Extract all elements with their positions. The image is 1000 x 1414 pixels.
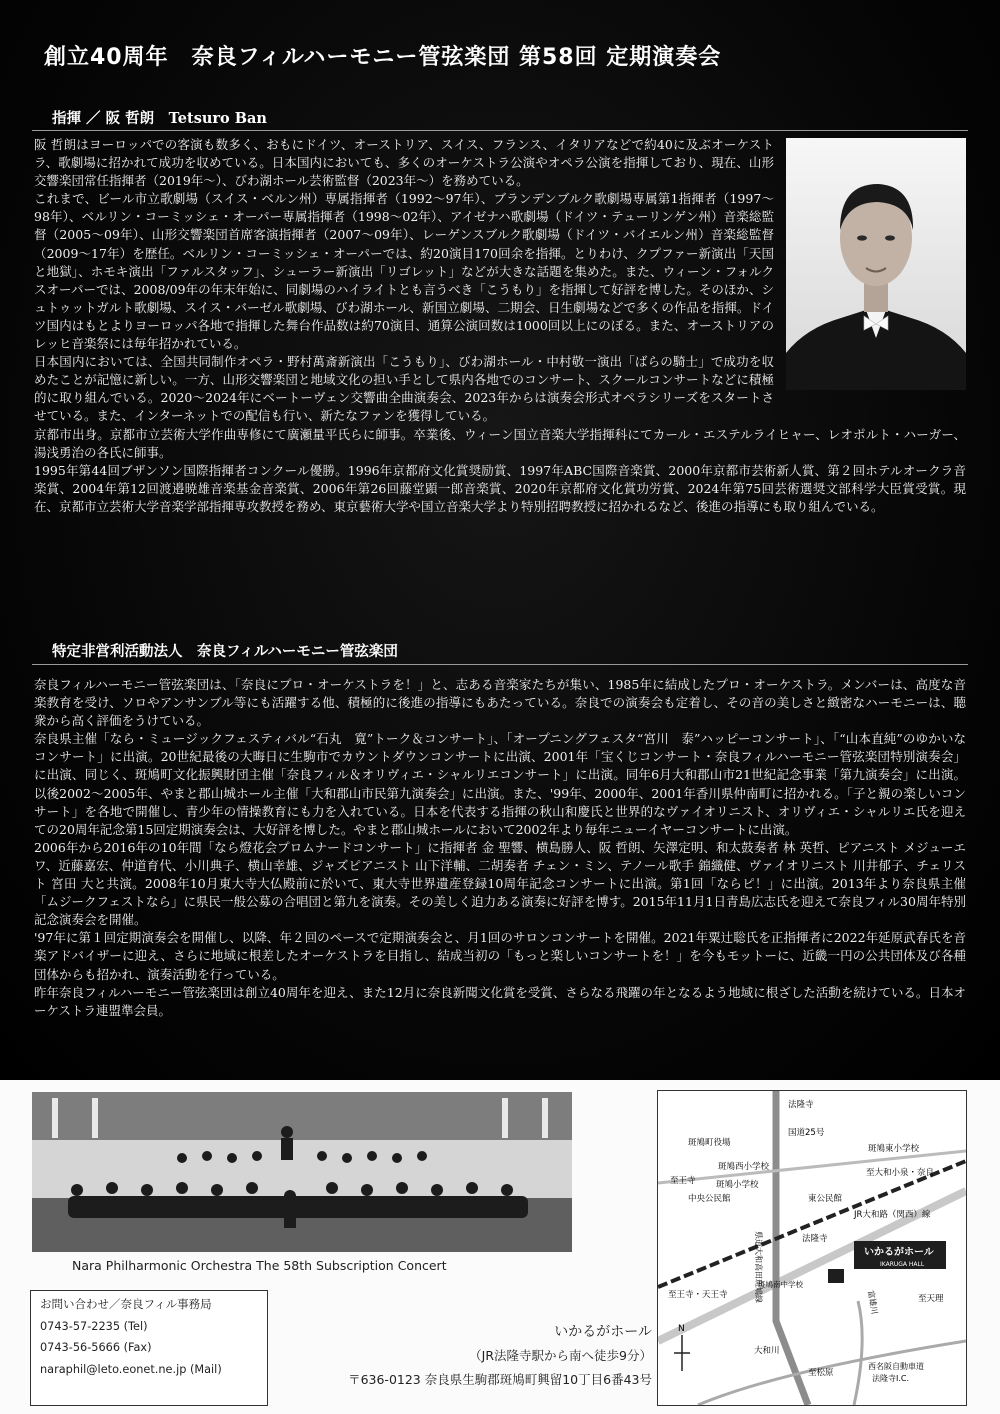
divider bbox=[32, 664, 968, 665]
map-label: 斑鳩西小学校 bbox=[718, 1162, 770, 1172]
map-label: 東公民館 bbox=[808, 1194, 843, 1204]
orchestra-paragraph: 奈良フィルハーモニー管弦楽団は、「奈良にプロ・オーケストラを！」と、志ある音楽家たちが集い、1985年に結成したプロ・オーケストラ。メンバーは、高度な音楽教育を受け、ソロやアンサンブル等にも活躍する他、積極的に後進の指導にもあたっている。奈良での演奏会も定着し、その音の美しさと緻密なハーモニーは、聴衆から高く評価をうけている。 bbox=[34, 677, 966, 729]
venue-name: いかるがホール bbox=[554, 1324, 652, 1340]
svg-text:N: N bbox=[678, 1324, 685, 1334]
bio-paragraph: 日本国内においては、全国共同制作オペラ・野村萬斎新演出「こうもり」、びわ湖ホール・中村敬一演出「ばらの騎士」で成功を収めたことが記憶に新しい。一方、山形交響楽団と地域文化の担い手として県内各地でのコンサート、スクールコンサートなどに積極的に取り組んでいる。2020～2024年にベートーヴェン交響曲全曲演奏会、2023年からは演奏会形式オペラシリーズをスタートさせている。また、インターネットでの配信も行い、新たなファンを獲得している。 bbox=[34, 354, 774, 424]
contact-fax: 0743-56-5666 (Fax) bbox=[40, 1341, 152, 1354]
orchestra-photo bbox=[32, 1092, 572, 1252]
map-label: 法隆寺I.C. bbox=[872, 1374, 910, 1383]
map-label: 県道大和高田斑鳩線 bbox=[754, 1231, 763, 1303]
access-map bbox=[657, 1090, 967, 1406]
map-label: 至天理 bbox=[918, 1294, 944, 1304]
map-label: 至王寺 bbox=[670, 1176, 696, 1186]
orchestra-paragraph: 2006年から2016年の10年間「なら燈花会プロムナードコンサート」に指揮者 金 聖響、横島勝人、阪 哲朗、矢澤定明、和太鼓奏者 林 英哲、ピアニスト メジューエワ、近藤嘉宏、仲道育代、小川典子、横山幸雄、ジャズピアニスト 山下洋輔、二胡奏者 チェン・ミン、テノール歌手 錦織健、ヴァイオリニスト 川井郁子、チェリスト 宮田 大と共演。2008年10月東大寺大仏殿前に於いて、東大寺世界遺産登録10周年記念コンサートに出演。第1回「ならピ！」に出演。2013年より奈良県主催「ムジークフェストなら」に県民一般公募の合唱団と第九を演奏。その美しく迫力ある演奏に好評を博す。2015年11月1日青島広志氏を迎えて奈良フィル30周年特別記念演奏会を開催。 bbox=[34, 839, 966, 928]
map-label: 国道25号 bbox=[788, 1128, 825, 1138]
venue-address: 〒636-0123 奈良県生駒郡斑鳩町興留10丁目6番43号 bbox=[348, 1372, 652, 1387]
conductor-photo bbox=[786, 138, 966, 390]
map-label: 法隆寺 bbox=[788, 1100, 814, 1110]
map-label: 至大和小泉・奈良 bbox=[866, 1168, 935, 1178]
orchestra-heading: 特定非営利活動法人 奈良フィルハーモニー管弦楽団 bbox=[52, 643, 398, 660]
road bbox=[776, 1091, 808, 1405]
contact-box bbox=[30, 1290, 268, 1406]
orchestra-paragraph: '97年に第１回定期演奏会を開催し、以降、年２回のペースで定期演奏会と、月1回のサロンコンサートを開催。2021年粟辻聡氏を正指揮者に2022年延原武春氏を音楽アドバイザーに迎え、さらに地域に根差したオーケストラを目指し、結成当初の「もっと楽しいコンサートを！」を今もモットーに、近畿一円の公共団体及び各種団体からも招かれ、演奏活動を行っている。 bbox=[34, 930, 966, 982]
hall-marker bbox=[828, 1269, 844, 1283]
map-label: 西名阪自動車道 bbox=[868, 1362, 924, 1371]
orchestra-profile bbox=[34, 676, 966, 1020]
map-label: JR大和路（関西）線 bbox=[854, 1210, 931, 1220]
map-label: 富雄川 bbox=[866, 1289, 880, 1315]
map-label: 中央公民館 bbox=[688, 1194, 731, 1204]
conductor-heading: 指揮 ／ 阪 哲朗 Tetsuro Ban bbox=[52, 110, 267, 127]
bio-paragraph: 阪 哲朗はヨーロッパでの客演も数多く、おもにドイツ、オーストリア、スイス、フランス、イタリアなどで約40に及ぶオーケストラ、歌劇場に招かれて成功を収めている。日本国内においても、多くのオーケストラ公演やオペラ公演を指揮しており、現在、山形交響楽団常任指揮者（2019年～）、びわ湖ホール芸術監督（2023年～）を務めている。 bbox=[34, 137, 774, 189]
orchestra-paragraph: 奈良県主催「なら・ミュージックフェスティバル“石丸 寛”トーク＆コンサート」、「オープニングフェスタ“宮川 泰”ハッピーコンサート」、「“山本直純”のゆかいなコンサート」に出演。20世紀最後の大晦日に生駒市でカウントダウンコンサートに出演、2001年「宝くじコンサート・奈良フィルハーモニー管弦楽団特別演奏会」に出演、同じく、斑鳩町文化振興財団主催「奈良フィル＆オリヴィエ・シャルリエコンサート」に出演。同年6月大和郡山市21世紀記念事業「第九演奏会」に出演。以後2002～2005年、やまと郡山城ホール主催「大和郡山市民第九演奏会」に出演。また、'99年、2000年、2001年香川県仲南町に招かれる。「子と親の楽しいコンサート」を各地で開催し、青少年の情操教育にも力を入れている。日本を代表する指揮の秋山和慶氏と世界的なヴァイオリニスト、オリヴィエ・シャルリエ氏を迎えての20周年記念第15回定期演奏会は、大好評を博した。やまと郡山城ホールにおいて2002年より毎年ニューイヤーコンサートに出演。 bbox=[34, 731, 966, 837]
map-label: 斑鳩南中学校 bbox=[758, 1280, 803, 1289]
map-label: 斑鳩町役場 bbox=[688, 1138, 731, 1148]
map-label: 大和川 bbox=[754, 1346, 780, 1356]
contact-title: お問い合わせ／奈良フィル事務局 bbox=[40, 1297, 212, 1311]
concert-title: 創立40周年 奈良フィルハーモニー管弦楽団 第58回 定期演奏会 bbox=[44, 45, 722, 70]
orchestra-paragraph: 昨年奈良フィルハーモニー管弦楽団は創立40周年を迎え、また12月に奈良新聞文化賞を受賞、さらなる飛躍の年となるよう地域に根ざした活動を続けている。日本オーケストラ連盟準会員。 bbox=[34, 984, 966, 1018]
map-label: いかるがホール bbox=[864, 1247, 934, 1258]
bio-paragraph: 1995年第44回ブザンソン国際指揮者コンクール優勝。1996年京都府文化賞奨励賞、1997年ABC国際音楽賞、2000年京都市芸術新人賞、第２回ホテルオークラ音楽賞、2004年第12回渡邉暁雄音楽基金音楽賞、2006年第26回藤堂顕一郎音楽賞、2020年京都府文化賞功労賞、2024年第75回芸術選奨文部科学大臣賞受賞。現在、京都市立芸術大学音楽学部指揮専攻教授を務め、東京藝術大学や国立音楽大学より特別招聘教授に招かれるなど、後進の指導にも取り組んでいる。 bbox=[34, 462, 966, 514]
river bbox=[854, 1301, 862, 1405]
contact-mail: naraphil@leto.eonet.ne.jp (Mail) bbox=[40, 1362, 222, 1376]
map-label: 至松原 bbox=[808, 1368, 834, 1378]
photo-caption: Nara Philharmonic Orchestra The 58th Subscription Concert bbox=[72, 1258, 447, 1273]
contact-tel: 0743-57-2235 (Tel) bbox=[40, 1319, 148, 1333]
map-label: IKARUGA HALL bbox=[880, 1261, 925, 1268]
map-label: 法隆寺 bbox=[802, 1234, 828, 1244]
venue-access: （JR法隆寺駅から南へ徒歩9分） bbox=[469, 1348, 652, 1363]
conductor-bio bbox=[34, 136, 966, 516]
map-label: 至王寺・天王寺 bbox=[668, 1290, 728, 1300]
map-label: 斑鳩東小学校 bbox=[868, 1144, 920, 1154]
footer-panel bbox=[0, 1080, 1000, 1414]
bio-paragraph: これまで、ビール市立歌劇場（スイス・ベルン州）専属指揮者（1992～97年）、ブランデンブルク歌劇場専属第1指揮者（1997～98年）、ベルリン・コーミッシェ・オーパー専属指揮者（1998～02年）、アイゼナハ歌劇場（ドイツ・テューリンゲン州）音楽総監督（2005～09年）、山形交響楽団首席客演指揮者（2007～09年）、レーゲンスブルク歌劇場（ドイツ・バイエルン州）音楽総監督（2009～17年）を歴任。ベルリン・コーミッシェ・オーパーでは、約20演目170回余を指揮。とりわけ、クプファー新演出「天国と地獄」、ホモキ演出「ファルスタッフ」、シューラー新演出「リゴレット」などが大きな話題を集めた。また、ウィーン・フォルクスオーパーでは、2008/09年の年末年始に、同劇場のハイライトとも言うべき「こうもり」を指揮して好評を博した。そのほか、シュトゥットガルト歌劇場、スイス・バーゼル歌劇場、びわ湖ホール、新国立劇場、二期会、日生劇場などで多くの作品を指揮。ドイツ国内はもとよりヨーロッパ各地で指揮した舞台作品数は約70演目、通算公演回数は1000回以上にのぼる。また、オーストリアのレッヒ音楽祭には毎年招かれている。 bbox=[34, 191, 774, 352]
map-label: 斑鳩小学校 bbox=[716, 1180, 759, 1190]
divider bbox=[32, 130, 968, 131]
venue-info bbox=[348, 1320, 652, 1392]
bio-paragraph: 京都市出身。京都市立芸術大学作曲専修にて廣瀬量平氏らに師事。卒業後、ウィーン国立音楽大学指揮科にてカール・エステルライヒャー、レオポルト・ハーガー、湯浅勇治の各氏に師事。 bbox=[34, 426, 966, 460]
